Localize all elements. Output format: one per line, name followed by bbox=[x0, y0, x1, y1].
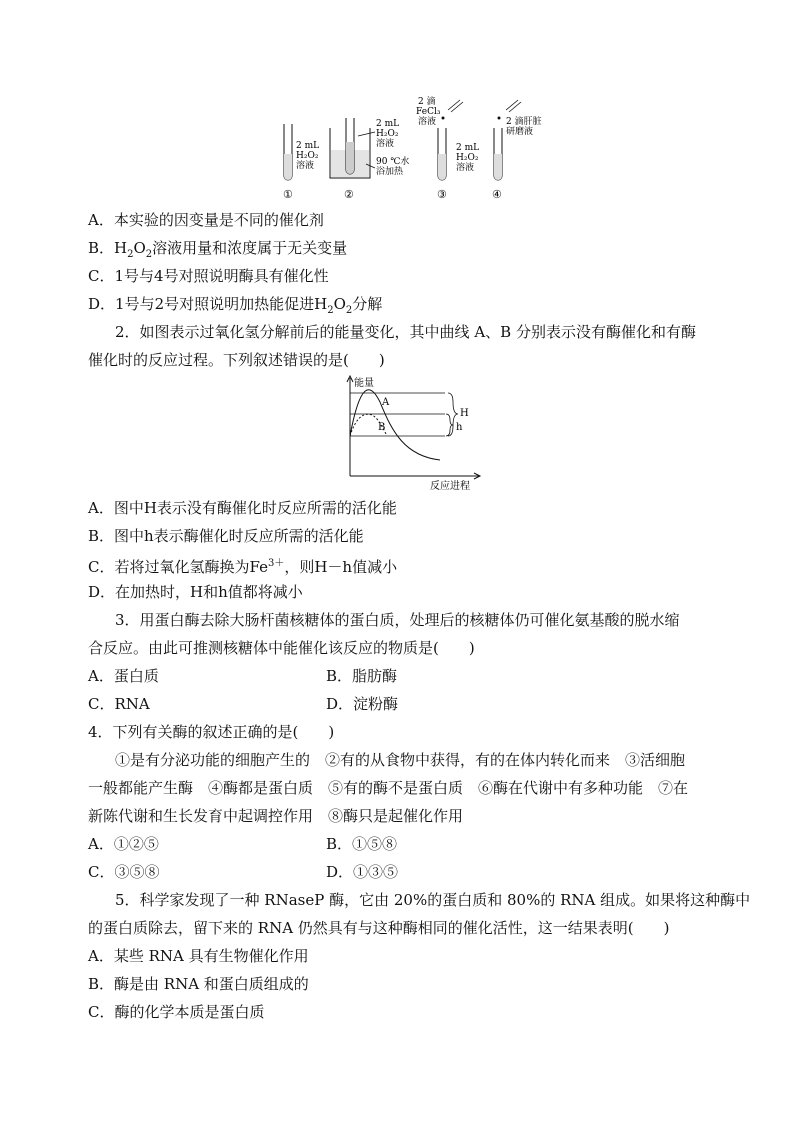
q3-stem-2: 合反应。由此可推测核糖体中能催化该反应的物质是( ) bbox=[88, 639, 475, 657]
q4-statements-2: 一般都能产生酶 ④酶都是蛋白质 ⑤有的酶不是蛋白质 ⑥酶在代谢中有多种功能 ⑦在 bbox=[88, 779, 689, 797]
svg-text:2 mL: 2 mL bbox=[376, 119, 400, 129]
q5-option-c: C．酶的化学本质是蛋白质 bbox=[88, 1003, 265, 1021]
svg-text:浴加热: 浴加热 bbox=[376, 167, 404, 177]
chart-xlabel: 反应进程 bbox=[430, 481, 470, 492]
energy-chart bbox=[320, 372, 490, 492]
fig-num-1: ① bbox=[283, 188, 293, 201]
chart-ylabel: 能量 bbox=[354, 378, 374, 389]
tube-4 bbox=[494, 128, 502, 180]
svg-text:2 滴: 2 滴 bbox=[418, 97, 436, 107]
q3-stem-1: 3．用蛋白酶去除大肠杆菌核糖体的蛋白质，处理后的核糖体仍可催化氨基酸的脱水缩 bbox=[115, 611, 680, 629]
tube-1 bbox=[284, 124, 292, 180]
q2-stem-1: 2．如图表示过氧化氢分解前后的能量变化，其中曲线 A、B 分别表示没有酶催化和有酶 bbox=[115, 323, 696, 341]
svg-text:H₂O₂: H₂O₂ bbox=[456, 153, 479, 163]
fig-num-4: ④ bbox=[492, 188, 502, 201]
curve-b-label: B bbox=[378, 422, 386, 433]
q4-stem: 4．下列有关酶的叙述正确的是( ) bbox=[88, 723, 335, 741]
q3-option-a: A．蛋白质 bbox=[88, 667, 159, 685]
label-H: H bbox=[460, 408, 469, 419]
q2-option-a: A．图中H表示没有酶催化时反应所需的活化能 bbox=[88, 499, 397, 517]
svg-text:90 ℃水: 90 ℃水 bbox=[376, 157, 410, 167]
svg-text:研磨液: 研磨液 bbox=[506, 127, 534, 137]
svg-text:溶液: 溶液 bbox=[456, 163, 475, 173]
q1-option-c: C．1号与4号对照说明酶具有催化性 bbox=[88, 267, 329, 285]
q4-statements-3: 新陈代谢和生长发育中起调控作用 ⑧酶只是起催化作用 bbox=[88, 807, 464, 825]
svg-text:溶液: 溶液 bbox=[296, 161, 315, 171]
q5-stem-1: 5．科学家发现了一种 RNaseP 酶，它由 20%的蛋白质和 80%的 RNA 组成。如果将这种酶中 bbox=[115, 891, 751, 909]
beaker-water-bath bbox=[330, 118, 375, 178]
q4-option-d: D．①③⑤ bbox=[326, 863, 399, 881]
svg-text:H₂O₂: H₂O₂ bbox=[376, 129, 399, 139]
q3-option-b: B．脂肪酶 bbox=[326, 667, 398, 685]
q1-option-a: A．本实验的因变量是不同的催化剂 bbox=[88, 211, 324, 229]
q1-option-b: B．$H_2O_2$溶液用量和浓度属于无关变量 bbox=[88, 239, 348, 260]
fig-num-2: ② bbox=[344, 188, 354, 201]
curve-a bbox=[350, 390, 440, 460]
svg-text:溶液: 溶液 bbox=[376, 139, 395, 149]
svg-text:溶液: 溶液 bbox=[418, 117, 437, 127]
q2-option-c: C．若将过氧化氢酶换为$Fe^{3+}$，则H－h值减小 bbox=[88, 558, 398, 576]
fig-num-3: ③ bbox=[437, 188, 447, 201]
q5-option-b: B．酶是由 RNA 和蛋白质组成的 bbox=[88, 975, 309, 993]
q4-option-a: A．①②⑤ bbox=[88, 835, 159, 853]
q2-option-b: B．图中h表示酶催化时反应所需的活化能 bbox=[88, 527, 364, 545]
svg-text:2 滴肝脏: 2 滴肝脏 bbox=[506, 117, 542, 127]
tube-1-label: 2 mL bbox=[296, 141, 320, 151]
q1-option-d: D．1号与2号对照说明加热能促进$H_2O_2$分解 bbox=[88, 295, 383, 316]
q4-statements-1: ①是有分泌功能的细胞产生的 ②有的从食物中获得，有的在体内转化而来 ③活细胞 bbox=[115, 751, 686, 769]
q2-stem-2: 催化时的反应过程。下列叙述错误的是( ) bbox=[88, 351, 385, 369]
svg-text:FeCl₃: FeCl₃ bbox=[416, 107, 441, 117]
q4-option-c: C．③⑤⑧ bbox=[88, 863, 160, 881]
svg-text:H₂O₂: H₂O₂ bbox=[296, 151, 319, 161]
tube-3 bbox=[438, 128, 446, 180]
label-h: h bbox=[456, 422, 463, 433]
q4-option-b: B．①⑤⑧ bbox=[326, 835, 398, 853]
q3-option-c: C．RNA bbox=[88, 695, 150, 713]
curve-a-label: A bbox=[382, 397, 390, 408]
q5-stem-2: 的蛋白质除去，留下来的 RNA 仍然具有与这种酶相同的催化活性，这一结果表明( ) bbox=[88, 919, 670, 937]
svg-text:2 mL: 2 mL bbox=[456, 143, 480, 153]
q2-option-d: D．在加热时，H和h值都将减小 bbox=[88, 583, 303, 601]
test-tube-figure bbox=[270, 92, 570, 204]
q5-option-a: A．某些 RNA 具有生物催化作用 bbox=[88, 947, 309, 965]
q3-option-d: D．淀粉酶 bbox=[326, 695, 399, 713]
